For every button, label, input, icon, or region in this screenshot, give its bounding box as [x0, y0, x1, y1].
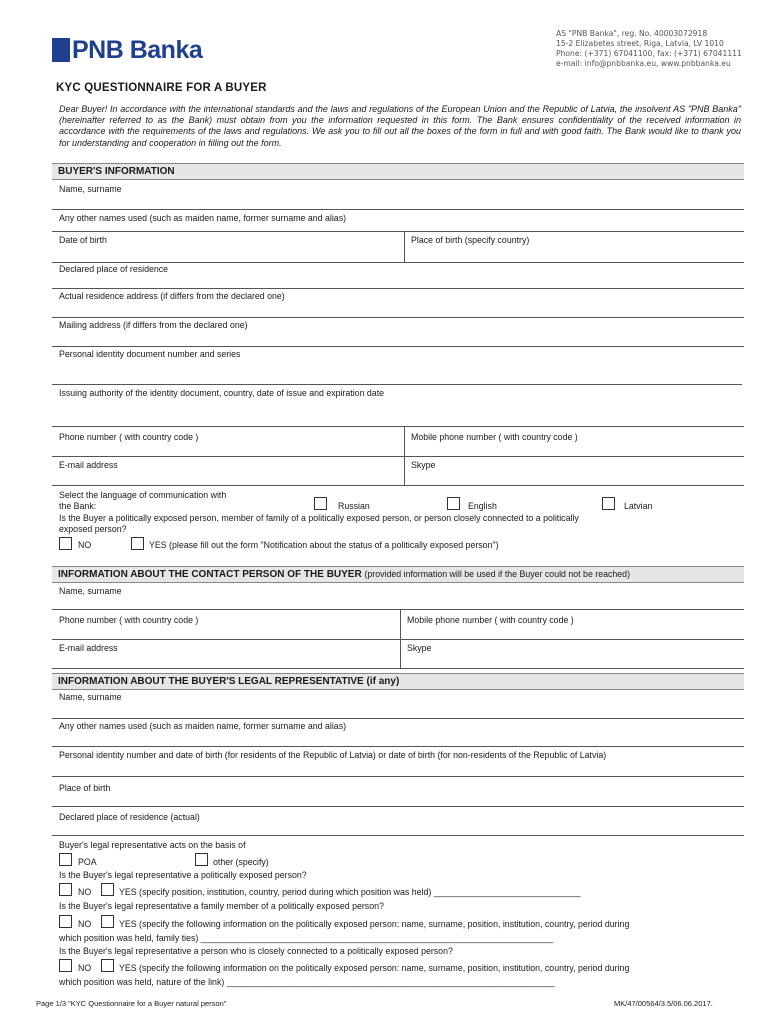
language-question: Select the language of communication with: [59, 490, 227, 500]
language-russian-checkbox[interactable]: [314, 497, 327, 510]
footer-form-code: MK/47/00564/3.5/06.06.2017.: [614, 999, 713, 1008]
rep-name-field[interactable]: [52, 718, 744, 719]
buyer-id-doc-label: Personal identity document number and series: [59, 349, 241, 359]
contact-name-label: Name, surname: [59, 586, 122, 596]
buyer-actual-residence-label: Actual residence address (if differs from the declared one): [59, 291, 285, 301]
buyer-name-field[interactable]: [52, 209, 744, 210]
buyer-pep-question: Is the Buyer a politically exposed person, member of family of a politically exposed person, or person closely connected to a politically: [59, 513, 579, 523]
rep-pep-no-checkbox[interactable]: [59, 883, 72, 896]
intro-text: Dear Buyer! In accordance with the international standards and the laws and regulations of the European Union and the Republic of Latvia, the insolvent AS "PNB Banka" (hereinafter referred to as the Bank) must obtain from you the information requested in this form. The Bank ensures confidentiality of the received information in accordance with the requirements of the laws and regulations. We ask you to fill out all the boxes of the form in full and with good faith. The Bank would like to thank you for understanding and cooperation in filling out the form.: [59, 104, 741, 148]
buyer-other-names-label: Any other names used (such as maiden name, former surname and alias): [59, 213, 347, 223]
rep-basis-question: Buyer's legal representative acts on the basis of: [59, 840, 246, 850]
address-line: 15-2 Elizabetes street, Riga, Latvia, LV 1010: [556, 39, 724, 48]
rep-close-no-label: NO: [78, 963, 92, 973]
rep-residence-label: Declared place of residence (actual): [59, 812, 200, 822]
language-english-checkbox[interactable]: [447, 497, 460, 510]
rep-family-yes-label: YES (specify the following information on the politically exposed person: name, surname, position, institution, country, period during: [119, 919, 630, 929]
section-legal-representative: [52, 673, 744, 690]
rep-pep-yes-label: YES (specify position, institution, country, period during which position was held) ______________________________: [119, 887, 581, 897]
rep-pob-label: Place of birth: [59, 783, 111, 793]
section-note: (provided information will be used if the Buyer could not be reached): [364, 569, 631, 579]
logo-mark: [52, 38, 70, 62]
rep-other-label: other (specify): [213, 857, 269, 867]
rep-pep-question: Is the Buyer's legal representative a politically exposed person?: [59, 870, 307, 880]
rep-pep-no-label: NO: [78, 887, 92, 897]
rep-close-yes-checkbox[interactable]: [101, 959, 114, 972]
buyer-declared-residence-field[interactable]: [52, 288, 744, 289]
buyer-mobile-label: Mobile phone number ( with country code ): [411, 432, 578, 442]
page-title: KYC QUESTIONNAIRE FOR A BUYER: [56, 82, 267, 94]
divider: [404, 231, 405, 262]
contact-skype-label: Skype: [407, 643, 432, 653]
rep-residence-field[interactable]: [52, 835, 744, 836]
rep-other-names-label: Any other names used (such as maiden name, former surname and alias): [59, 721, 347, 731]
buyer-dob-label: Date of birth: [59, 235, 107, 245]
address-line: e-mail: info@pnbbanka.eu, www.pnbbanka.eu: [556, 59, 731, 68]
rep-family-yes-cont: which position was held, family ties) ________________________________________________________________________: [59, 933, 554, 943]
buyer-email-field[interactable]: [52, 485, 744, 486]
buyer-declared-residence-label: Declared place of residence: [59, 264, 169, 274]
buyer-id-doc-field[interactable]: [52, 384, 742, 385]
section-contact-person: [52, 566, 744, 583]
contact-phone-field[interactable]: [52, 639, 744, 640]
language-question-cont: the Bank:: [59, 501, 97, 511]
language-english-label: English: [468, 501, 497, 511]
rep-poa-label: POA: [78, 857, 97, 867]
rep-personal-id-label: Personal identity number and date of birth (for residents of the Republic of Latvia) or date of birth (for non-residents of the Republic of Latvia): [59, 750, 607, 760]
buyer-email-label: E-mail address: [59, 460, 118, 470]
section-title: INFORMATION ABOUT THE CONTACT PERSON OF THE BUYER: [58, 569, 362, 580]
buyer-actual-residence-field[interactable]: [52, 317, 744, 318]
buyer-dob-field[interactable]: [52, 262, 744, 263]
rep-family-no-checkbox[interactable]: [59, 915, 72, 928]
rep-close-no-checkbox[interactable]: [59, 959, 72, 972]
logo-text: PNB Banka: [72, 36, 203, 64]
contact-mobile-label: Mobile phone number ( with country code ): [407, 615, 574, 625]
buyer-issuing-label: Issuing authority of the identity document, country, date of issue and expiration date: [59, 388, 385, 398]
bank-address: [556, 29, 742, 69]
contact-phone-label: Phone number ( with country code ): [59, 615, 199, 625]
buyer-phone-field[interactable]: [52, 456, 744, 457]
address-line: Phone: (+371) 67041100, fax: (+371) 67041111: [556, 49, 742, 58]
footer-page-info: Page 1/3 "KYC Questionnaire for a Buyer natural person": [36, 999, 227, 1008]
buyer-pep-no-checkbox[interactable]: [59, 537, 72, 550]
rep-poa-checkbox[interactable]: [59, 853, 72, 866]
buyer-pep-yes-label: YES (please fill out the form "Notification about the status of a politically exposed person"): [149, 540, 499, 550]
buyer-pep-no-label: NO: [78, 540, 92, 550]
rep-pep-yes-checkbox[interactable]: [101, 883, 114, 896]
rep-close-yes-cont: which position was held, nature of the link) ___________________________________________________________________: [59, 977, 555, 987]
contact-email-field[interactable]: [52, 668, 744, 669]
buyer-mailing-label: Mailing address (if differs from the declared one): [59, 320, 248, 330]
bank-logo: [52, 36, 202, 64]
buyer-pob-label: Place of birth (specify country): [411, 235, 530, 245]
address-line: AS "PNB Banka", reg. No. 40003072918: [556, 29, 708, 38]
rep-family-question: Is the Buyer's legal representative a family member of a politically exposed person?: [59, 901, 384, 911]
rep-family-yes-checkbox[interactable]: [101, 915, 114, 928]
buyer-pep-yes-checkbox[interactable]: [131, 537, 144, 550]
contact-email-label: E-mail address: [59, 643, 118, 653]
rep-name-label: Name, surname: [59, 692, 122, 702]
language-latvian-label: Latvian: [624, 501, 653, 511]
language-russian-label: Russian: [338, 501, 370, 511]
rep-close-question: Is the Buyer's legal representative a person who is closely connected to a politically exposed person?: [59, 946, 453, 956]
buyer-name-label: Name, surname: [59, 184, 122, 194]
section-buyer-information: [52, 163, 744, 180]
rep-pob-field[interactable]: [52, 806, 744, 807]
buyer-other-names-field[interactable]: [52, 231, 744, 232]
rep-personal-id-field[interactable]: [52, 776, 744, 777]
buyer-skype-label: Skype: [411, 460, 436, 470]
rep-family-no-label: NO: [78, 919, 92, 929]
buyer-mailing-field[interactable]: [52, 346, 744, 347]
buyer-pep-question-cont: exposed person?: [59, 524, 127, 534]
section-title: INFORMATION ABOUT THE BUYER'S LEGAL REPRESENTATIVE (if any): [58, 676, 400, 687]
section-title: BUYER'S INFORMATION: [58, 166, 175, 177]
contact-name-field[interactable]: [52, 609, 744, 610]
language-latvian-checkbox[interactable]: [602, 497, 615, 510]
buyer-issuing-field[interactable]: [52, 426, 744, 427]
rep-other-names-field[interactable]: [52, 746, 744, 747]
rep-other-checkbox[interactable]: [195, 853, 208, 866]
buyer-phone-label: Phone number ( with country code ): [59, 432, 199, 442]
rep-close-yes-label: YES (specify the following information on the politically exposed person: name, surname, position, institution, country, period during: [119, 963, 630, 973]
